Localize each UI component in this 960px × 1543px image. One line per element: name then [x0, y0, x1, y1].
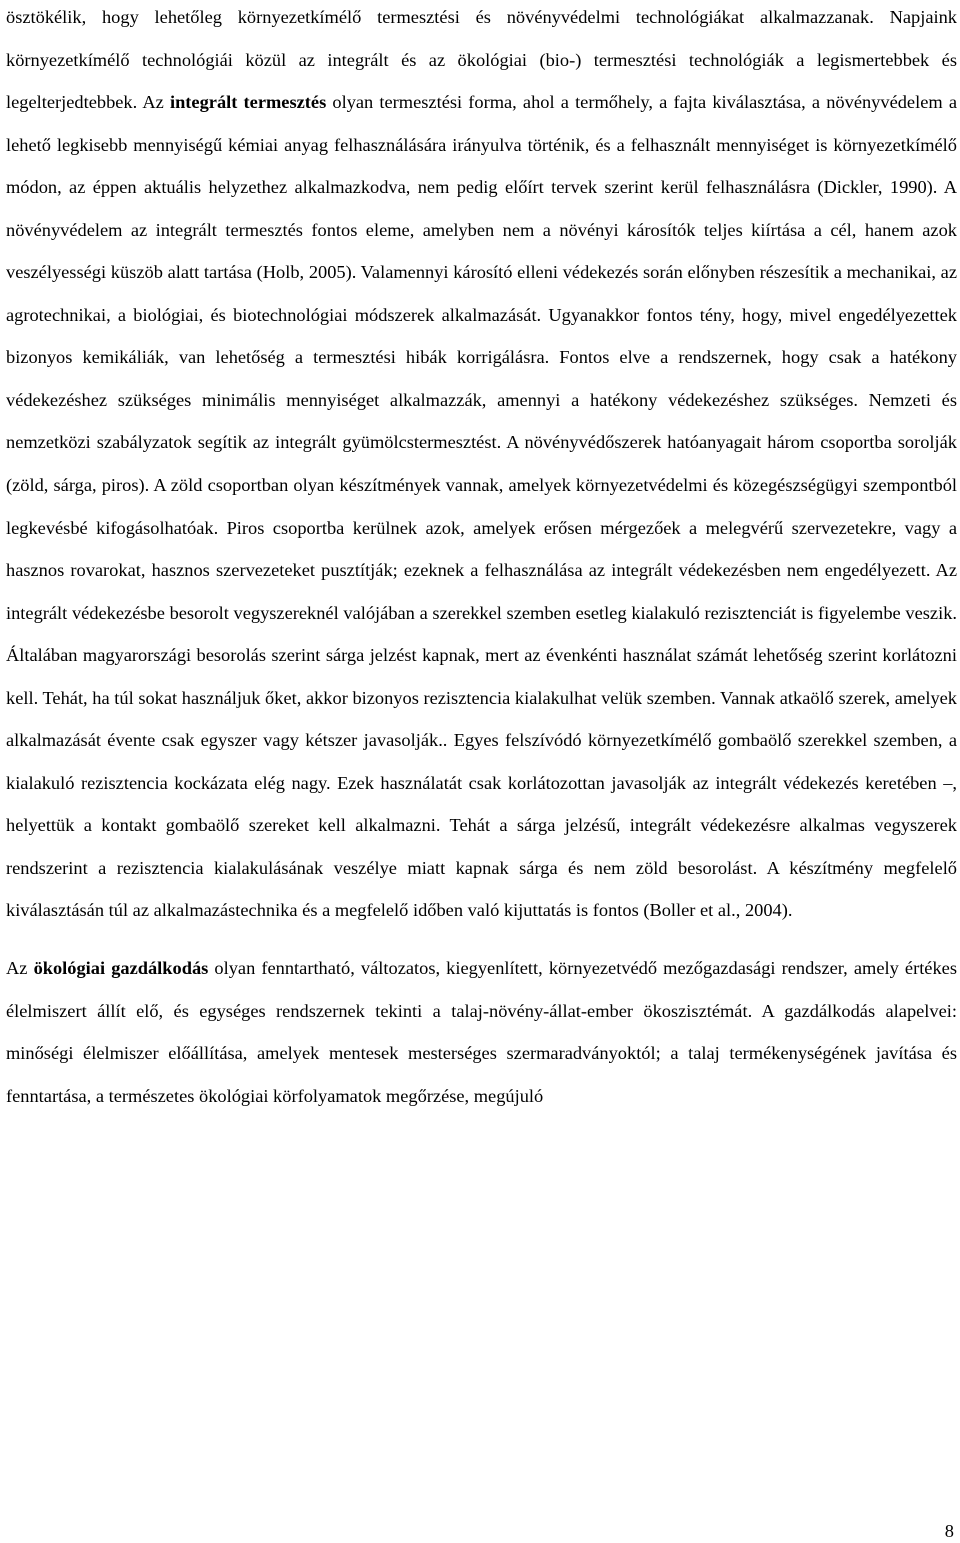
text-run: olyan termesztési forma, ahol a termőhely, a fajta kiválasztása, a növényvédelem a lehető legkisebb mennyiségű kémiai anyag felhasználására irányulva történik, és a felhasznált mennyiséget is környezetkímélő módon, az éppen aktuális helyzethez alkalmazkodva, nem pedig előírt tervek szerint kerül felhasználásra (Dickler, 1990). A növényvédelem az integrált termesztés fontos eleme, amelyben nem a növényi károsítók teljes kiírtása a cél, hanem azok veszélyességi küszöb alatt tartása (Holb, 2005). Valamennyi károsító elleni védekezés során előnyben részesítik a mechanikai, az agrotechnikai, a biológiai, és biotechnológiai módszerek alkalmazását. Ugyanakkor fontos tény, hogy, mivel engedélyezettek bizonyos kemikáliák, van lehetőség a termesztési hibák korrigálásra. Fontos elve a rendszernek, hogy csak a hatékony védekezéshez szükséges minimális mennyiséget alkalmazzák, amennyi a hatékony védekezéshez szükséges. Nemzeti és nemzetközi szabályzatok segítik az integrált gyümölcstermesztést. A növényvédőszerek hatóanyagait három csoportba sorolják (zöld, sárga, piros). A zöld csoportban olyan készítmények vannak, amelyek környezetvédelmi és közegészségügyi szempontból legkevésbé kifogásolhatóak. Piros csoportba kerülnek azok, amelyek erősen mérgezőek a melegvérű szervezetekre, vagy a hasznos rovarokat, hasznos szervezeteket pusztítják; ezeknek a felhasználása az integrált védekezésben nem engedélyezett. Az integrált védekezésbe besorolt vegyszereknél valójában a szerekkel szemben esetleg kialakuló rezisztenciát is figyelembe veszik. Általában magyarországi besorolás szerint sárga jelzést kapnak, mert az évenkénti használat számát lehetőség szerint korlátozni kell. Tehát, ha túl sokat használjuk őket, akkor bizonyos rezisztencia kialakulhat velük szemben. Vannak atkaölő szerek, amelyek alkalmazását évente csak egyszer vagy kétszer javasolják.. Egyes felszívódó környezetkímélő gombaölő szerekkel szemben, a kialakuló rezisztencia kockázata elég nagy. Ezek használatát csak korlátozottan javasolják az integrált védekezés keretében –, helyettük a kontakt gombaölő szereket kell alkalmazni. Tehát a sárga jelzésű, integrált védekezésre alkalmas vegyszerek rendszerint a rezisztencia kialakulásának veszélye miatt kapnak sárga és nem zöld besorolást. A készítmény megfelelő kiválasztásán túl az alkalmazástechnika és a megfelelő időben való kijuttatás is fontos (Boller et al., 2004). — [6, 92, 957, 921]
bold-term: ökológiai gazdálkodás — [33, 958, 209, 979]
page-number: 8 — [944, 1521, 954, 1541]
body-paragraph — [6, 947, 957, 1117]
bold-term: integrált termesztés — [169, 92, 327, 113]
document-page — [6, 0, 957, 1117]
text-run: olyan fenntartható, változatos, kiegyenlített, környezetvédő mezőgazdasági rendszer, amely értékes élelmiszert állít elő, és egységes rendszernek tekinti a talaj-növény-állat-ember ökoszisztémát. A gazdálkodás alapelvei: minőségi élelmiszer előállítása, amelyek mentesek mesterséges szermaradványoktól; a talaj termékenységének javítása és fenntartása, a természetes ökológiai körfolyamatok megőrzése, megújuló — [6, 958, 957, 1106]
text-run: ösztökélik, hogy lehetőleg környezetkímélő termesztési és növényvédelmi technológiákat alkalmazzanak. Napjaink környezetkímélő technológiái közül az integrált és az ökológiai (bio-) termesztési technológiák a legismertebbek és legelterjedtebbek. Az — [6, 7, 957, 113]
text-run: Az — [6, 958, 34, 979]
body-paragraph — [6, 0, 957, 932]
